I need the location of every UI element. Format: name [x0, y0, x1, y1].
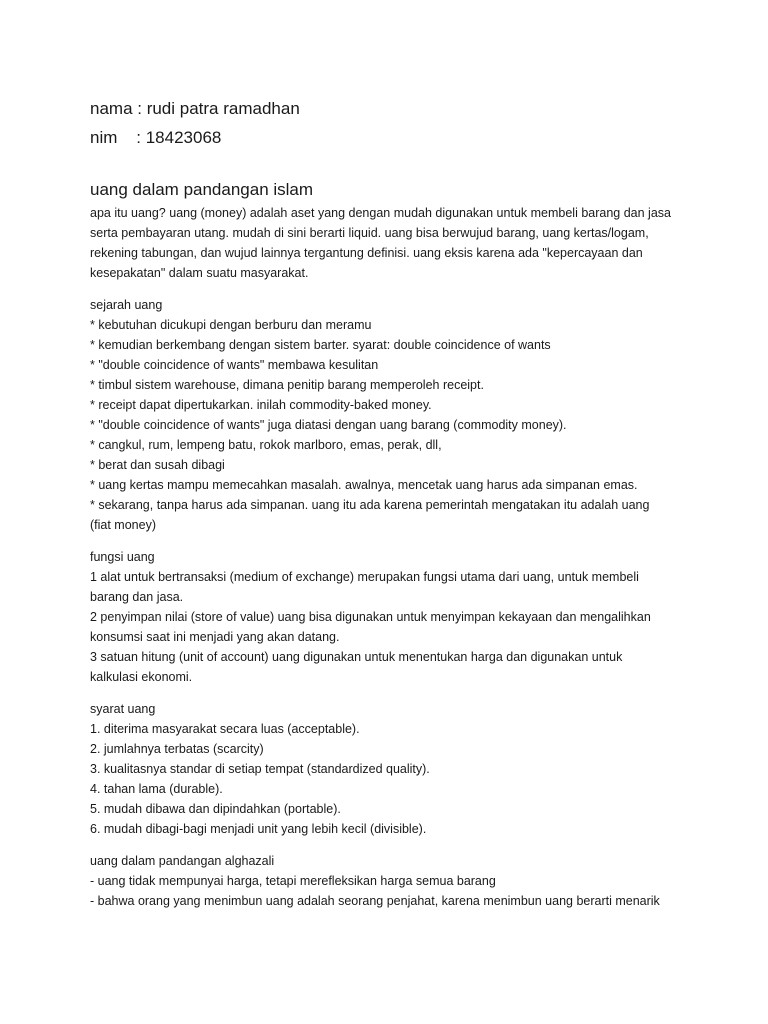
intro-line: rekening tabungan, dan wujud lainnya tergantung definisi. uang eksis karena ada "kepercayaan dan: [90, 246, 643, 260]
list-item: 3. kualitasnya standar di setiap tempat (standardized quality).: [90, 762, 430, 776]
list-item: konsumsi saat ini menjadi yang akan datang.: [90, 630, 340, 644]
sejarah-section: [90, 295, 690, 535]
list-item: * kebutuhan dicukupi dengan berburu dan meramu: [90, 318, 372, 332]
list-item: * uang kertas mampu memecahkan masalah. awalnya, mencetak uang harus ada simpanan emas.: [90, 478, 638, 492]
list-item: 1. diterima masyarakat secara luas (acceptable).: [90, 722, 360, 736]
list-item: 2. jumlahnya terbatas (scarcity): [90, 742, 264, 756]
list-item: * berat dan susah dibagi: [90, 458, 225, 472]
student-name: nama : rudi patra ramadhan: [90, 99, 300, 118]
list-item: * timbul sistem warehouse, dimana penitip barang memperoleh receipt.: [90, 378, 484, 392]
list-item: barang dan jasa.: [90, 590, 184, 604]
list-item: - bahwa orang yang menimbun uang adalah seorang penjahat, karena menimbun uang berarti menarik: [90, 894, 660, 908]
intro-line: apa itu uang? uang (money) adalah aset yang dengan mudah digunakan untuk membeli barang dan jasa: [90, 206, 671, 220]
section-heading: fungsi uang: [90, 550, 155, 564]
alghazali-section: [90, 851, 690, 911]
intro-line: serta pembayaran utang. mudah di sini berarti liquid. uang bisa berwujud barang, uang kertas/logam,: [90, 226, 649, 240]
list-item: 6. mudah dibagi-bagi menjadi unit yang lebih kecil (divisible).: [90, 822, 427, 836]
document-title: uang dalam pandangan islam: [90, 180, 314, 199]
list-item: * receipt dapat dipertukarkan. inilah commodity-baked money.: [90, 398, 432, 412]
list-item: 2 penyimpan nilai (store of value) uang bisa digunakan untuk menyimpan kekayaan dan mengalihkan: [90, 610, 651, 624]
list-item: 3 satuan hitung (unit of account) uang digunakan untuk menentukan harga dan digunakan untuk: [90, 650, 623, 664]
section-heading: syarat uang: [90, 702, 156, 716]
list-item: 5. mudah dibawa dan dipindahkan (portable).: [90, 802, 341, 816]
list-item: * cangkul, rum, lempeng batu, rokok marlboro, emas, perak, dll,: [90, 438, 442, 452]
list-item: 4. tahan lama (durable).: [90, 782, 223, 796]
list-item: * "double coincidence of wants" membawa kesulitan: [90, 358, 379, 372]
list-item: (fiat money): [90, 518, 156, 532]
list-item: * kemudian berkembang dengan sistem barter. syarat: double coincidence of wants: [90, 338, 551, 352]
intro-line: kesepakatan" dalam suatu masyarakat.: [90, 266, 309, 280]
list-item: 1 alat untuk bertransaksi (medium of exchange) merupakan fungsi utama dari uang, untuk membeli: [90, 570, 639, 584]
list-item: - uang tidak mempunyai harga, tetapi merefleksikan harga semua barang: [90, 874, 496, 888]
syarat-section: [90, 699, 690, 839]
section-heading: sejarah uang: [90, 298, 163, 312]
list-item: * "double coincidence of wants" juga diatasi dengan uang barang (commodity money).: [90, 418, 567, 432]
list-item: kalkulasi ekonomi.: [90, 670, 193, 684]
fungsi-section: [90, 547, 690, 687]
list-item: * sekarang, tanpa harus ada simpanan. uang itu ada karena pemerintah mengatakan itu adalah uang: [90, 498, 650, 512]
student-nim: nim : 18423068: [90, 128, 222, 147]
document-page: [90, 94, 690, 911]
section-heading: uang dalam pandangan alghazali: [90, 854, 275, 868]
intro-paragraph: [90, 203, 690, 283]
